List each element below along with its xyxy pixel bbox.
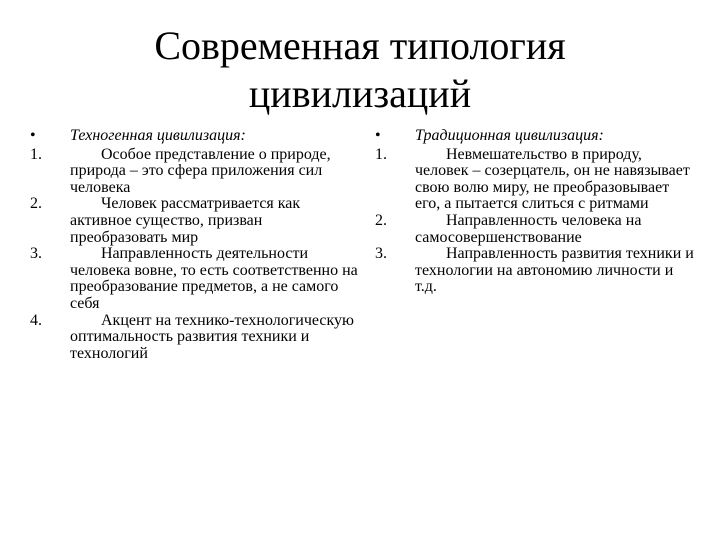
item-text: Невмешательство в природу, человек – созерцатель, он не навязывает свою волю миру, не преобразовывает его, а пытается слиться с ритмами	[415, 145, 690, 213]
item-number: 1.	[375, 145, 387, 163]
list-item	[375, 246, 695, 296]
list-item	[30, 313, 360, 363]
left-heading: Техногенная цивилизация:	[70, 127, 246, 144]
right-heading-row	[375, 128, 695, 145]
item-text: Особое представление о природе, природа – это сфера приложения сил человека	[70, 145, 331, 196]
item-number: 4.	[30, 311, 42, 329]
item-number: 1.	[30, 145, 42, 163]
left-column	[30, 128, 360, 362]
list-item	[375, 213, 695, 246]
right-heading: Традиционная цивилизация:	[415, 127, 604, 144]
item-number: 2.	[30, 195, 42, 213]
right-column	[375, 128, 695, 296]
item-text: Акцент на технико-технологическую оптимальность развития техники и технологий	[70, 311, 354, 362]
item-text: Направленность развития техники и технологии на автономию личности и т.д.	[415, 245, 694, 296]
list-item	[30, 246, 360, 312]
item-number: 3.	[30, 245, 42, 263]
item-text: Направленность деятельности человека вовне, то есть соответственно на преобразование предметов, а не самого себя	[70, 245, 358, 312]
item-number: 3.	[375, 245, 387, 263]
list-item	[30, 196, 360, 246]
left-heading-row	[30, 128, 360, 145]
list-item	[30, 147, 360, 197]
list-item	[375, 147, 695, 213]
item-text: Направленность человека на самосовершенствование	[415, 211, 642, 246]
bullet-icon: •	[375, 127, 381, 144]
item-number: 2.	[375, 211, 387, 229]
bullet-icon: •	[30, 127, 36, 144]
item-text: Человек рассматривается как активное существо, призван преобразовать мир	[70, 195, 301, 246]
slide-title: Современная типология цивилизаций	[154, 23, 566, 116]
